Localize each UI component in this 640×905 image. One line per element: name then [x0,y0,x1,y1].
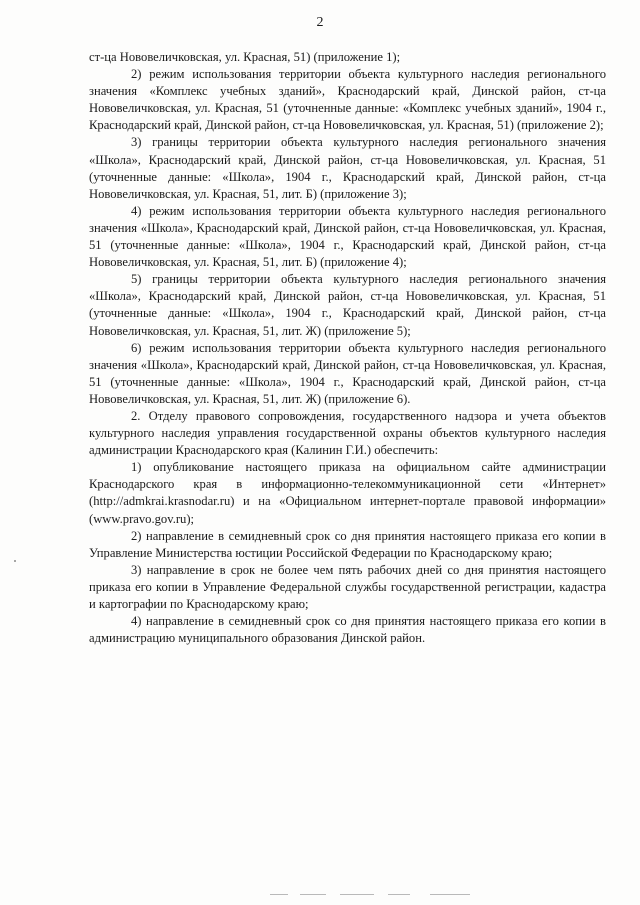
paragraph-subitem-1: 1) опубликование настоящего приказа на официальном сайте администрации Краснодарского края в информационно-телекоммуникационной сети «Интернет» (http://admkrai.krasnodar.ru) и на «Официальном интернет-портале правовой информации» (www.pravo.gov.ru); [89,460,606,526]
scan-speck [14,560,16,562]
paragraph-section-2: 2. Отделу правового сопровождения, государственного надзора и учета объектов культурного наследия управления государственной охраны объектов культурного наследия администрации Краснодарского края (Калинин Г.И.) обеспечить: [89,408,606,458]
paragraph-item-5: 5) границы территории объекта культурного наследия регионального значения «Школа», Краснодарский край, Динской район, ст-ца Нововеличковская, ул. Красная, 51 (уточненные данные: «Школа», 1904 г., Краснодарский край, Динской район, ст-ца Нововеличковская, ул. Красная, 51, лит. Ж) (приложение 5); [89,272,606,338]
paragraph-item-4: 4) режим использования территории объекта культурного наследия регионального значения «Школа», Краснодарский край, Динской район, ст-ца Нововеличковская, ул. Красная, 51 (уточненные данные: «Школа», 1904 г., Краснодарский край, Динской район, ст-ца Нововеличковская, ул. Красная, 51, лит. Б) (приложение 4); [89,203,606,270]
paragraph-item-6: 6) режим использования территории объекта культурного наследия регионального значения «Школа», Краснодарский край, Динской район, ст-ца Нововеличковская, ул. Красная, 51 (уточненные данные: «Школа», 1904 г., Краснодарский край, Динской район, ст-ца Нововеличковская, ул. Красная, 51, лит. Ж) (приложение 6). [89,340,606,406]
scan-artifact-marks [270,894,490,900]
paragraph-subitem-4: 4) направление в семидневный срок со дня принятия настоящего приказа его копии в администрацию муниципального образования Динской район. [89,614,606,646]
paragraph-item-2: 2) режим использования территории объекта культурного наследия регионального значения «Комплекс учебных зданий», Краснодарский край, Динской район, ст-ца Нововеличковская, ул. Красная, 51 (уточненные данные: «Комплекс учебных зданий», 1904 г., Краснодарский край, Динской район, ст-ца Нововеличковская, ул. Красная, 51) (приложение 2); [89,67,606,133]
paragraph-subitem-3: 3) направление в срок не более чем пять рабочих дней со дня принятия настоящего приказа его копии в Управление Федеральной службы государственной регистрации, кадастра и картографии по Краснодарскому краю; [89,562,606,611]
paragraph-item-3: 3) границы территории объекта культурного наследия регионального значения «Школа», Краснодарский край, Динской район, ст-ца Нововеличковская, ул. Красная, 51 (уточненные данные: «Школа», 1904 г., Краснодарский край, Динской район, ст-ца Нововеличковская, ул. Красная, 51, лит. Б) (приложение 3); [89,135,606,201]
paragraph-subitem-2: 2) направление в семидневный срок со дня принятия настоящего приказа его копии в Управление Министерства юстиции Российской Федерации по Краснодарскому краю; [89,528,606,560]
page-number: 2 [316,15,324,30]
document-body [89,49,606,647]
paragraph-continuation: ст-ца Нововеличковская, ул. Красная, 51) (приложение 1); [89,50,401,64]
